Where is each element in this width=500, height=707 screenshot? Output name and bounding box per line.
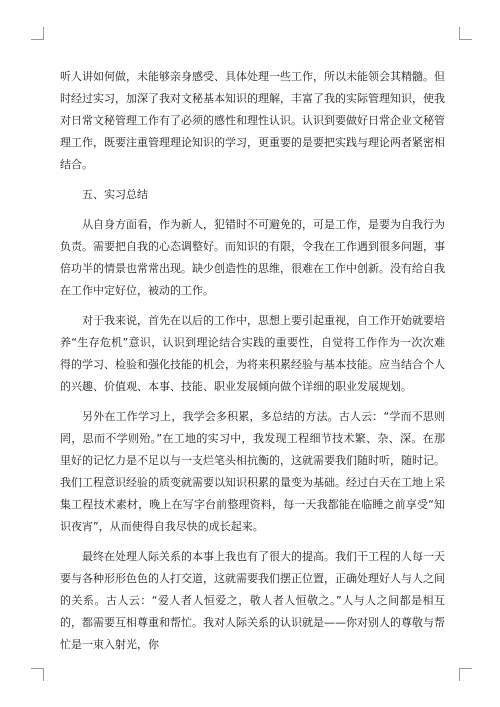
document-body	[60, 66, 445, 664]
paragraph: 对于我来说，首先在以后的工作中，思想上要引起重视，自工作开始就要培养“生存危机”意识，认识到理论结合实践的重要性，自觉将工作作为一次次难得的学习、检验和强化技能的机会，为将来积累经验与基本技能。应当结合个人的兴趣、价值观、本事、技能、职业发展倾向做个详细的职业发展规划。	[60, 314, 445, 393]
crop-mark-top-left	[31, 27, 44, 40]
paragraph: 另外在工作学习上，我学会多积累，多总结的方法。古人云：“学而不思则罔，思而不学则殆。”在工地的实习中，我发现工程细节技术繁、杂、深。在那里好的记忆力是不足以与一支烂笔头相抗衡的，这就需要我们随时听，随时记。我们工程意识经验的质变就需要以知识积累的量变为基础。经过白天在工地上采集工程技术素材，晚上在写字台前整理资料，每一天我都能在临睡之前享受“知识夜宵”，从而使得自我尽快的成长起来。	[60, 410, 445, 533]
crop-mark-bottom-left	[31, 668, 44, 681]
paragraph: 最终在处理人际关系的本事上我也有了很大的提高。我们干工程的人每一天要与各种形形色色的人打交道，这就需要我们摆正位置，正确处理好人与人之间的关系。古人云：“爱人者人恒爱之，敬人者人恒敬之。”人与人之间都是相互的，都需要互相尊重和帮忙。我对人际关系的认识就是——你对别人的尊敬与帮忙是一束入射光，你	[60, 550, 445, 651]
section-heading: 五、实习总结	[82, 188, 148, 201]
paragraph: 从自身方面看，作为新人，犯错时不可避免的，可是工作，是要为自我行为负责。需要把自我的心态调整好。而知识的有限，令我在工作遇到很多问题，事倍功半的情景也常常出现。缺少创造性的思维，很难在工作中创新。没有给自我在工作中定好位，被动的工作。	[60, 218, 445, 297]
crop-mark-top-right	[459, 27, 472, 40]
paragraph-continued: 听人讲如何做，未能够亲身感受、具体处理一些工作，所以未能领会其精髓。但时经过实习，加深了我对文秘基本知识的理解，丰富了我的实际管理知识，使我对日常文秘管理工作有了必须的感性和理性认识。认识到要做好日常企业文秘管理工作，既要注重管理理论知识的学习，更重要的是要把实践与理论两者紧密相结合。	[60, 70, 445, 171]
crop-mark-bottom-right	[459, 668, 472, 681]
